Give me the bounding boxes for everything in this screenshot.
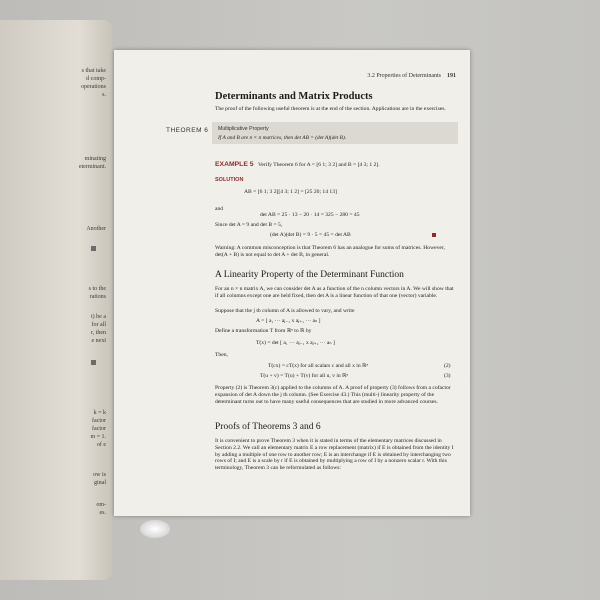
page-number: 191 <box>447 73 456 79</box>
equation-det-ab: det AB = 25 · 13 − 20 · 14 = 325 − 280 = 45 <box>260 212 360 218</box>
example-label: EXAMPLE 5 <box>215 161 254 168</box>
warning-paragraph: Warning: A common misconception is that Theorem 6 has an analogue for sums of matrices. However, det(A + B) is not equal to det A + det B, in general. <box>215 245 445 258</box>
equation-product: (det A)(det B) = 9 · 5 = 45 = det AB <box>270 232 351 238</box>
header-section: 3.2 Properties of Determinants <box>367 73 441 79</box>
left-page-square-icon <box>91 246 96 251</box>
left-page-fragment: om- <box>96 502 106 508</box>
running-header <box>367 73 456 79</box>
left-page-fragment: ow is <box>93 472 106 478</box>
equation-number-2: (2) <box>444 363 451 369</box>
equation-t: T(x) = det [ a₁ ··· aⱼ₋₁ x aⱼ₊₁ ··· aₙ ] <box>256 340 335 346</box>
left-page-fragment: d comp- <box>86 76 106 82</box>
section-title: Determinants and Matrix Products <box>215 91 373 102</box>
left-page-square-icon <box>91 360 96 365</box>
linearity-paragraph-4: Property (2) is Theorem 3(c) applied to the columns of A. A proof of property (3) follows from a cofactor expansion of det A down the j th column. (See Exercise 43.) This (multi-) linearity property of the determinant turns out to have many useful consequences that are studied in more advanced courses. <box>215 385 451 405</box>
equation-a-columns: A = [ a₁ ··· aⱼ₋₁ x aⱼ₊₁ ··· aₙ ] <box>256 318 321 324</box>
left-page-fragment: factor <box>92 426 106 432</box>
left-page-fragment: operations <box>81 84 106 90</box>
left-page-fragment: t) be a <box>91 314 106 320</box>
then-text: Then, <box>215 352 228 358</box>
linearity-heading: A Linearity Property of the Determinant Function <box>215 270 404 280</box>
book-page <box>114 50 470 516</box>
left-page-fragment: minating <box>84 156 106 162</box>
linearity-paragraph-1: For an n × n matrix A, we can consider det A as a function of the n column vectors in A. We will show that if all columns except one are held fixed, then det A is a linear function of that one (vector) variable. <box>215 286 454 299</box>
left-page-fragment: es. <box>99 510 106 516</box>
left-page-fragment: ginal <box>94 480 106 486</box>
equation-3: T(u + v) = T(u) + T(v) for all u, v in ℝⁿ <box>260 373 349 379</box>
equation-number-3: (3) <box>444 373 451 379</box>
theorem-box <box>212 122 458 144</box>
linearity-paragraph-3: Define a transformation T from ℝⁿ to ℝ by <box>215 328 312 334</box>
theorem-label: THEOREM 6 <box>166 127 209 134</box>
linearity-paragraph-2: Suppose that the j th column of A is allowed to vary, and write <box>215 308 355 314</box>
light-reflection <box>140 520 170 538</box>
theorem-statement: If A and B are n × n matrices, then det AB = (det A)(det B). <box>218 135 347 141</box>
intro-paragraph: The proof of the following useful theorem is at the end of the section. Applications are in the exercises. <box>215 106 446 112</box>
left-page-fragment: r, then <box>90 330 106 336</box>
left-page-fragment: s to the <box>88 286 106 292</box>
left-page-fragment: rations <box>89 294 106 300</box>
proofs-heading: Proofs of Theorems 3 and 6 <box>215 422 321 432</box>
left-page-fragment: k = k <box>93 410 106 416</box>
left-page-fragment: s. <box>102 92 106 98</box>
and-text: and <box>215 206 224 212</box>
proofs-paragraph: It is convenient to prove Theorem 3 when it is stated in terms of the elementary matrices discussed in Section 2.2. We call an elementary matrix E a row replacement (matrix) if E is obtained from the identity I by adding a multiple of one row to another row; E is an interchange if E is obtained by interchanging two rows of I; and E is a scale by r if E is obtained by multiplying a row of I by a nonzero scalar r. With this terminology, Theorem 3 can be reformulated as follows: <box>215 438 454 472</box>
left-page-fragment: e next <box>91 338 106 344</box>
solution-label: SOLUTION <box>215 177 244 183</box>
example-text: Verify Theorem 6 for A = [6 1; 3 2] and B = [4 3; 1 2]. <box>258 162 380 168</box>
since-text: Since det A = 9 and det B = 5, <box>215 222 283 228</box>
equation-ab: AB = [6 1; 3 2][4 3; 1 2] = [25 20; 14 13] <box>244 189 337 195</box>
left-page <box>0 20 112 580</box>
end-of-example-icon <box>432 233 436 237</box>
left-page-fragment: of e <box>96 442 106 448</box>
left-page-fragment: m = 1. <box>90 434 106 440</box>
left-page-fragment: Another <box>86 226 106 232</box>
equation-2: T(cx) = cT(x) for all scalars c and all x in ℝⁿ <box>268 363 369 369</box>
left-page-fragment: for all <box>91 322 106 328</box>
theorem-name: Multiplicative Property <box>218 126 269 132</box>
left-page-fragment: factor <box>92 418 106 424</box>
left-page-fragment: eterminant. <box>78 164 106 170</box>
left-page-fragment: s that take <box>81 68 106 74</box>
